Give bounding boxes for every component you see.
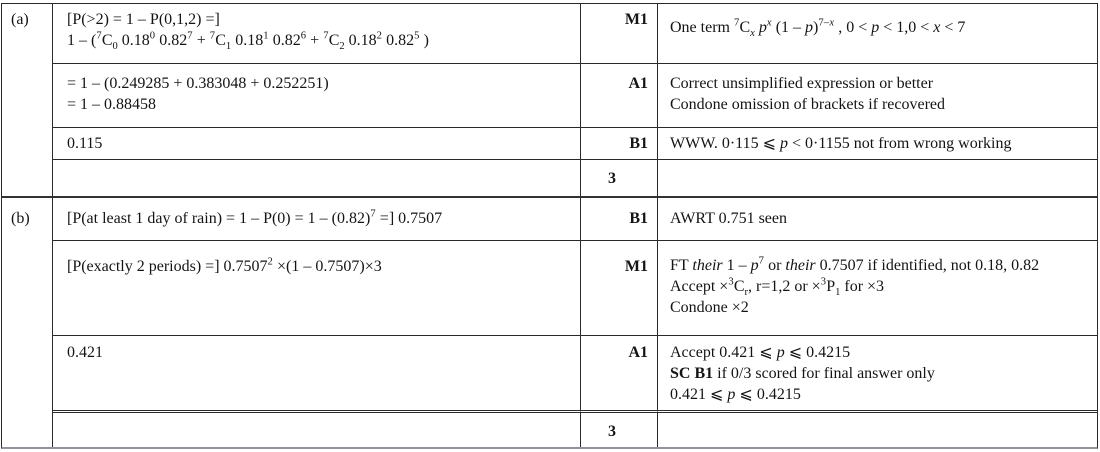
comment-cell <box>658 4 1097 64</box>
part-spacer <box>2 160 53 198</box>
comment-cell-empty <box>658 413 1097 447</box>
working-cell <box>53 4 581 64</box>
working-cell <box>53 128 581 160</box>
working-line: = 1 – (0.249285 + 0.383048 + 0.252251) <box>67 75 329 92</box>
mark-cell-m1: M1 <box>581 4 658 64</box>
working-cell-empty <box>53 413 581 447</box>
part-spacer <box>2 241 53 336</box>
mark-cell-a1: A1 <box>581 336 658 413</box>
working-cell-empty <box>53 160 581 198</box>
part-spacer <box>2 128 53 160</box>
total-marks-a: 3 <box>581 160 658 198</box>
comment-line: 0.421 ⩽ p ⩽ 0.4215 <box>670 386 801 404</box>
comment-line: Correct unsimplified expression or better <box>670 75 934 92</box>
mark-cell-a1: A1 <box>581 64 658 128</box>
working-line: 0.115 <box>67 135 103 152</box>
comment-cell <box>658 241 1097 336</box>
working-cell <box>53 198 581 241</box>
mark-cell-b1: B1 <box>581 128 658 160</box>
comment-cell <box>658 198 1097 241</box>
comment-line: SC B1 if 0/3 scored for final answer only <box>670 365 935 383</box>
comment-line: Condone omission of brackets if recovered <box>670 96 946 114</box>
comment-line: AWRT 0.751 seen <box>670 210 787 227</box>
total-marks-b: 3 <box>581 413 658 447</box>
working-line: [P(>2) = 1 – P(0,1,2) =] <box>67 11 220 28</box>
comment-cell-empty <box>658 160 1097 198</box>
working-line: = 1 – 0.88458 <box>67 96 157 114</box>
working-cell <box>53 64 581 128</box>
part-spacer <box>2 336 53 413</box>
mark-cell-m1: M1 <box>581 241 658 336</box>
comment-line: Condone ×2 <box>670 299 749 317</box>
working-cell <box>53 336 581 413</box>
comment-cell <box>658 128 1097 160</box>
comment-line: Accept $\times^3C_r$, r=1,2 or $\times^3P_1$ for ×3 <box>670 276 885 299</box>
working-line: [P(exactly 2 periods) =] $0.7507^2 \times(1 - 0.7507)\times 3$ <box>67 256 382 275</box>
comment-cell <box>658 336 1097 413</box>
part-spacer <box>2 64 53 128</box>
part-spacer <box>2 413 53 447</box>
comment-line: Accept 0.421 ⩽ p ⩽ 0.4215 <box>670 344 851 361</box>
working-cell <box>53 241 581 336</box>
comment-cell <box>658 64 1097 128</box>
working-line: $1 - (^7C_0$ 0.18$^0$ $0.82^7 + ^7C_1$ 0.18$^1$ $0.82^6 + ^7C_2$ 0.18$^2$ 0.82$^5$ ) <box>67 30 429 53</box>
working-line: [P(at least 1 day of rain) = $1 - P(0) = 1 - (0.82)^7$ =] 0.7507 <box>67 208 443 227</box>
comment-line: One term $^7C_x$ $p^x$ (1 – p)$^{7-x}$ , 0 < p < 1,0 < x < 7 <box>670 17 966 40</box>
mark-scheme-table <box>1 3 1098 449</box>
part-label-a: (a) <box>2 4 53 64</box>
working-line: 0.421 <box>67 344 103 361</box>
mark-cell-b1: B1 <box>581 198 658 241</box>
part-label-b: (b) <box>2 198 53 241</box>
comment-line: FT their $1 - p^7$ or their 0.7507 if identified, not 0.18, 0.82 <box>670 255 1040 274</box>
comment-line: WWW. 0·115 ⩽ p < 0·1155 not from wrong working <box>670 135 1012 152</box>
